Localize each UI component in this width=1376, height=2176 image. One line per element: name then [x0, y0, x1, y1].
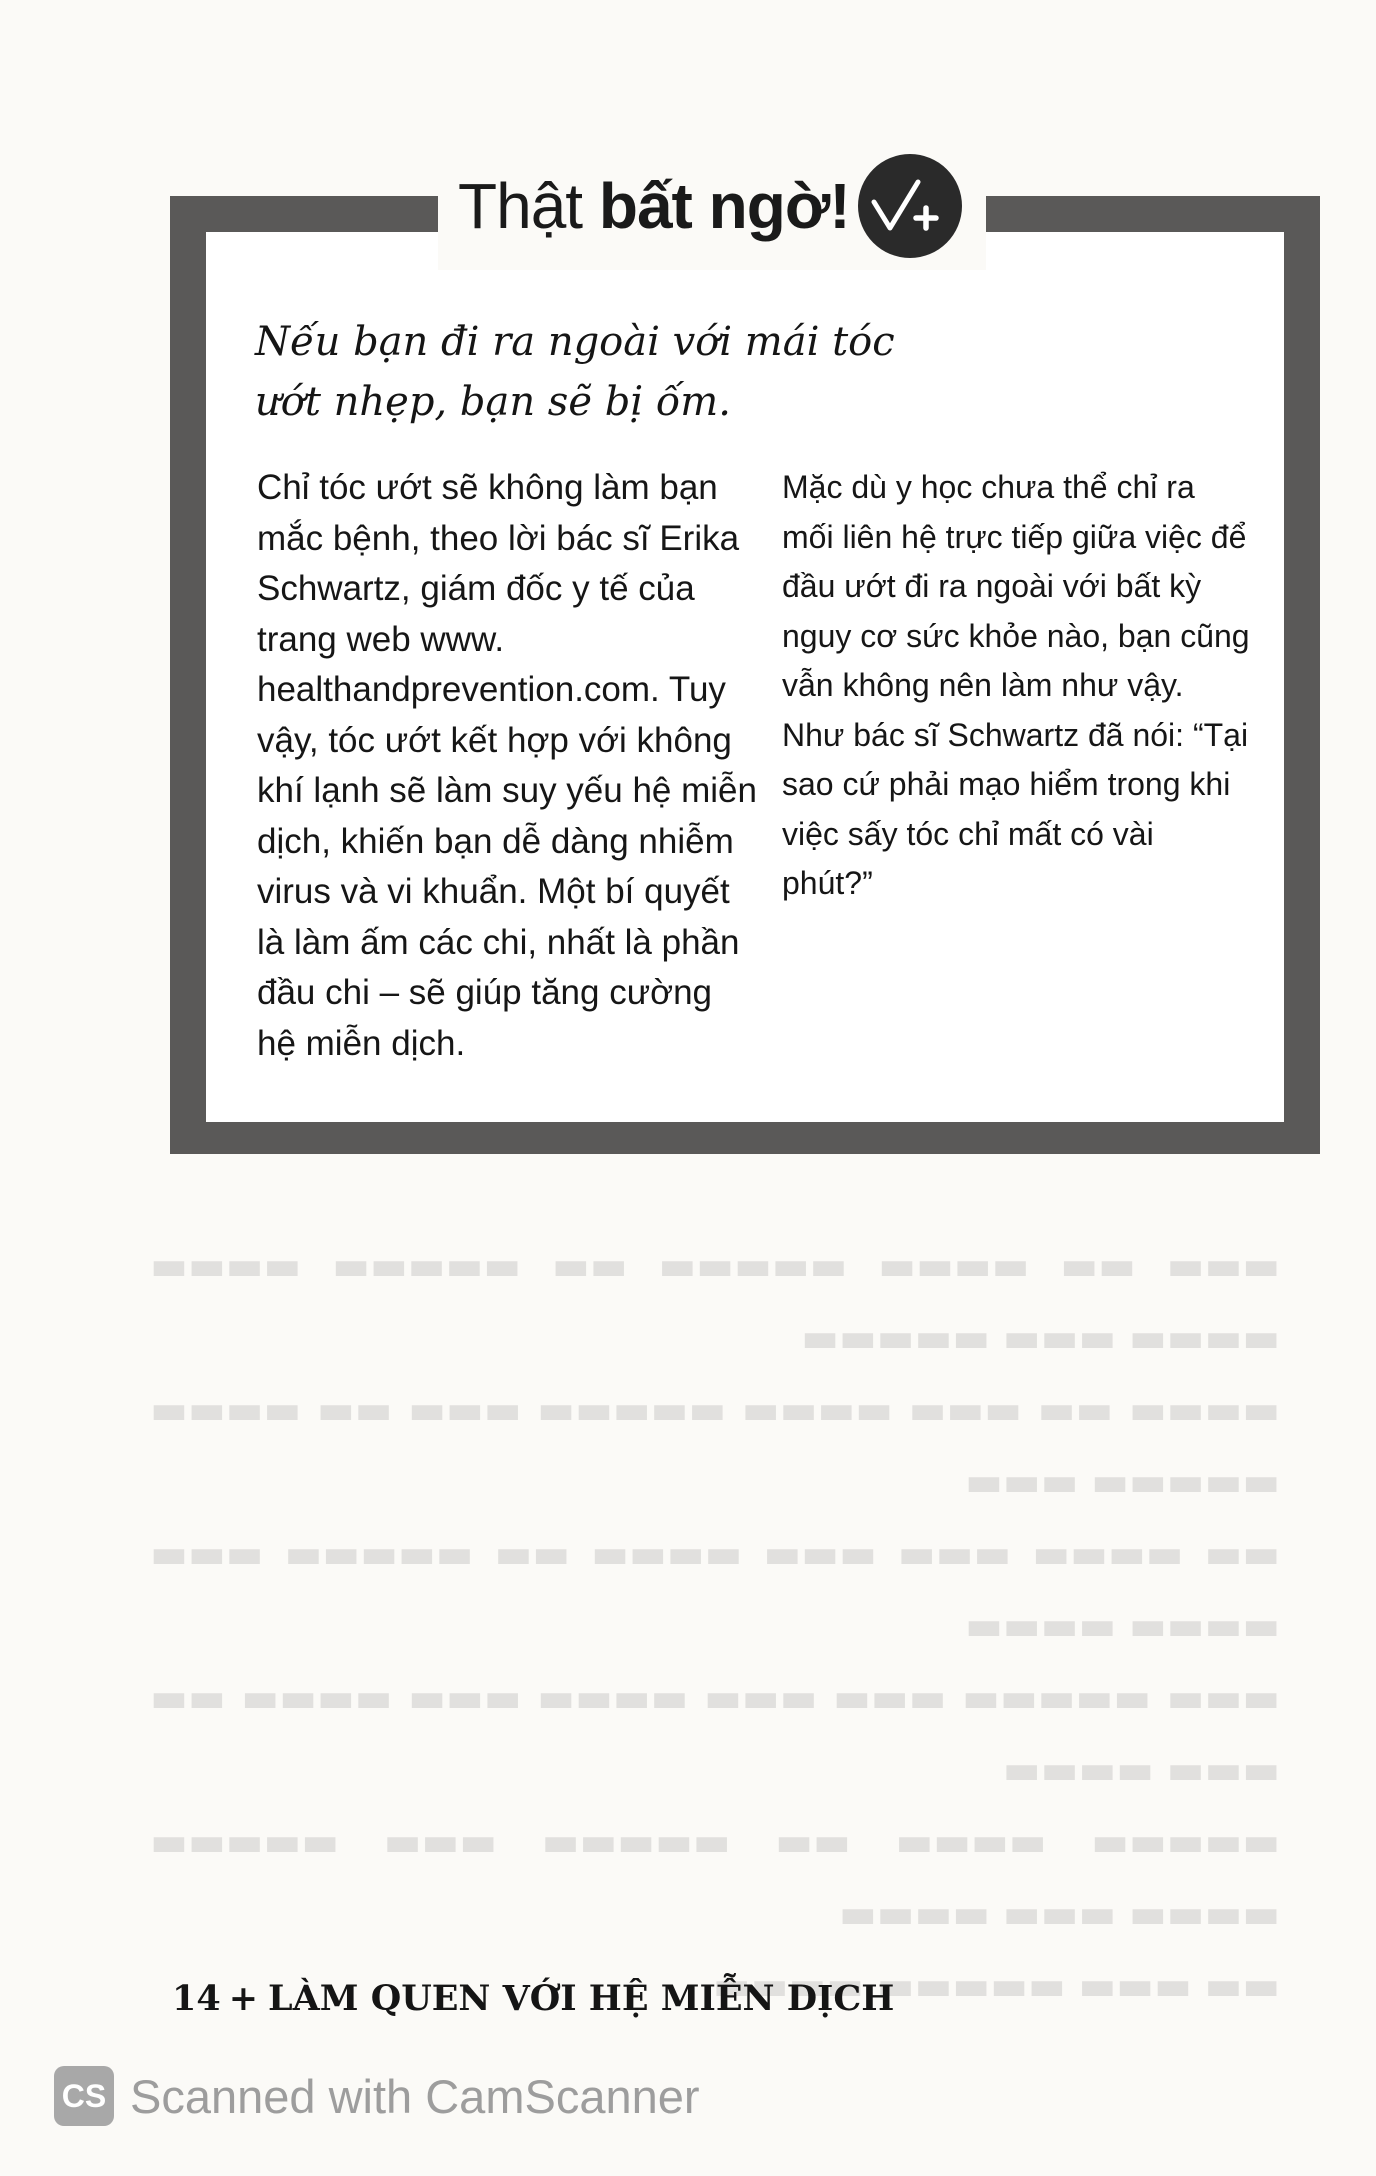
camscanner-watermark-text: Scanned with CamScanner: [130, 2069, 700, 2123]
page-show-through: ▬▬▬ ▬▬ ▬▬▬▬ ▬▬▬▬▬ ▬▬ ▬▬▬▬▬ ▬▬▬▬ ▬▬▬▬ ▬▬▬ ▬▬▬▬▬ ▬▬▬▬ ▬▬ ▬▬▬ ▬▬▬▬ ▬▬▬▬▬ ▬▬▬ ▬▬ ▬▬▬▬ ▬▬▬▬▬ ▬▬▬ ▬▬ ▬▬▬▬ ▬▬▬ ▬▬▬ ▬▬▬▬ ▬▬ ▬▬▬▬▬ ▬▬▬ ▬▬▬▬ ▬▬▬▬ ▬▬▬ ▬▬▬▬▬ ▬▬▬ ▬▬▬ ▬▬▬▬ ▬▬▬ ▬▬▬▬ ▬▬ ▬▬▬ ▬▬▬▬ ▬▬▬▬▬ ▬▬▬▬ ▬▬ ▬▬▬▬▬ ▬▬▬ ▬▬▬▬▬ ▬▬▬▬ ▬▬▬ ▬▬▬▬ ▬▬ ▬▬▬ ▬▬▬▬▬ ▬▬▬▬: [150, 1243, 1280, 2009]
page-footer: [172, 1978, 894, 2019]
camscanner-logo-icon: CS: [54, 2066, 114, 2126]
surprise-fact-headline: Nếu bạn đi ra ngoài với mái tóc ướt nhẹp, bạn sẽ bị ốm.: [255, 319, 895, 425]
surprise-fact-title: Thật bất ngờ!: [458, 170, 850, 242]
surprise-fact-body-left: Chỉ tóc ướt sẽ không làm bạn mắc bệnh, theo lời bác sĩ Erika Schwartz, giám đốc y tế của trang web www. healthandprevention.com. Tuy vậy, tóc ướt kết hợp với không khí lạnh sẽ làm suy yếu hệ miễn dịch, khiến bạn dễ dàng nhiễm virus và vi khuẩn. Một bí quyết là làm ấm các chi, nhất là phần đầu chi – sẽ giúp tăng cường hệ miễn dịch.: [257, 468, 757, 1063]
chapter-title: LÀM QUEN VỚI HỆ MIỄN DỊCH: [268, 1978, 895, 2019]
footer-separator: +: [228, 1978, 259, 2019]
checkmark-plus-icon: [856, 152, 964, 260]
page-number: 14: [172, 1978, 221, 2019]
surprise-fact-body-right: Mặc dù y học chưa thể chỉ ra mối liên hệ trực tiếp giữa việc để đầu ướt đi ra ngoài với bất kỳ nguy cơ sức khỏe nào, bạn cũng vẫn không nên làm như vậy. Như bác sĩ Schwartz đã nói: “Tại sao cứ phải mạo hiểm trong khi việc sấy tóc chỉ mất có vài phút?”: [782, 469, 1250, 901]
camscanner-watermark: [54, 2066, 700, 2126]
surprise-fact-header: [438, 142, 986, 270]
